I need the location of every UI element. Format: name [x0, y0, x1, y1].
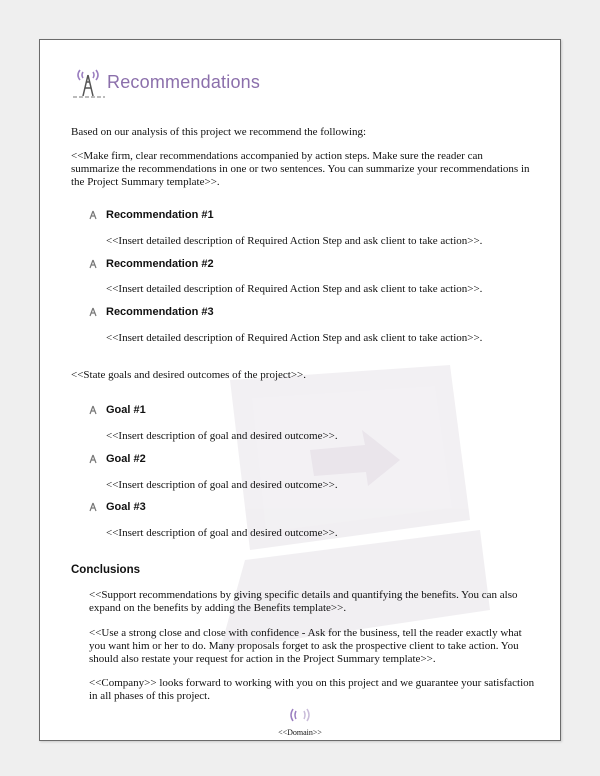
goal-title: Goal #1 — [106, 404, 146, 416]
page-footer — [265, 708, 335, 737]
goal-title: Goal #2 — [106, 453, 146, 465]
intro-text: Based on our analysis of this project we recommend the following: — [71, 126, 367, 138]
tower-bullet-icon — [88, 502, 98, 512]
goals-intro-text: <<State goals and desired outcomes of the project>>. — [71, 369, 306, 381]
signal-waves-icon — [287, 708, 313, 722]
tower-bullet-icon — [88, 259, 98, 269]
recommendation-title: Recommendation #3 — [106, 306, 214, 318]
conclusions-heading: Conclusions — [71, 564, 141, 576]
recommendation-detail: <<Insert detailed description of Required Action Step and ask client to take action>>. — [106, 235, 483, 247]
recommendation-detail: <<Insert detailed description of Required Action Step and ask client to take action>>. — [106, 283, 483, 295]
goal-detail: <<Insert description of goal and desired outcome>>. — [106, 430, 338, 442]
make-firm-text: <<Make firm, clear recommendations accompanied by action steps. Make sure the reader can summarize the recommendations in one or two sentences. You can summarize your recommendations in the Project Summary template>>. — [71, 150, 530, 188]
tower-bullet-icon — [88, 454, 98, 464]
recommendation-title: Recommendation #2 — [106, 258, 214, 270]
conclusion-paragraph: <<Use a strong close and close with confidence - Ask for the business, tell the reader exactly what you want him or her to do. Many proposals forget to ask the prospective client to take action. You should also restate your request for action in the Project Summary template>>. — [89, 627, 522, 665]
conclusion-paragraph: <<Support recommendations by giving specific details and quantifying the benefits. You can also expand on the benefits by adding the Benefits template>>. — [89, 589, 518, 614]
goal-title: Goal #3 — [106, 501, 146, 513]
tower-bullet-icon — [88, 405, 98, 415]
page-title: Recommendations — [107, 72, 261, 92]
signal-tower-icon — [71, 66, 107, 102]
footer-domain: <<Domain>> — [278, 728, 322, 737]
tower-bullet-icon — [88, 307, 98, 317]
tower-bullet-icon — [88, 210, 98, 220]
recommendation-title: Recommendation #1 — [106, 209, 214, 221]
goal-detail: <<Insert description of goal and desired outcome>>. — [106, 479, 338, 491]
recommendation-detail: <<Insert detailed description of Required Action Step and ask client to take action>>. — [106, 332, 483, 344]
document-page — [39, 39, 561, 741]
goal-detail: <<Insert description of goal and desired outcome>>. — [106, 527, 338, 539]
conclusion-paragraph: <<Company>> looks forward to working with you on this project and we guarantee your satisfaction in all phases of this project. — [89, 677, 535, 702]
laptop-watermark-icon — [190, 360, 490, 660]
